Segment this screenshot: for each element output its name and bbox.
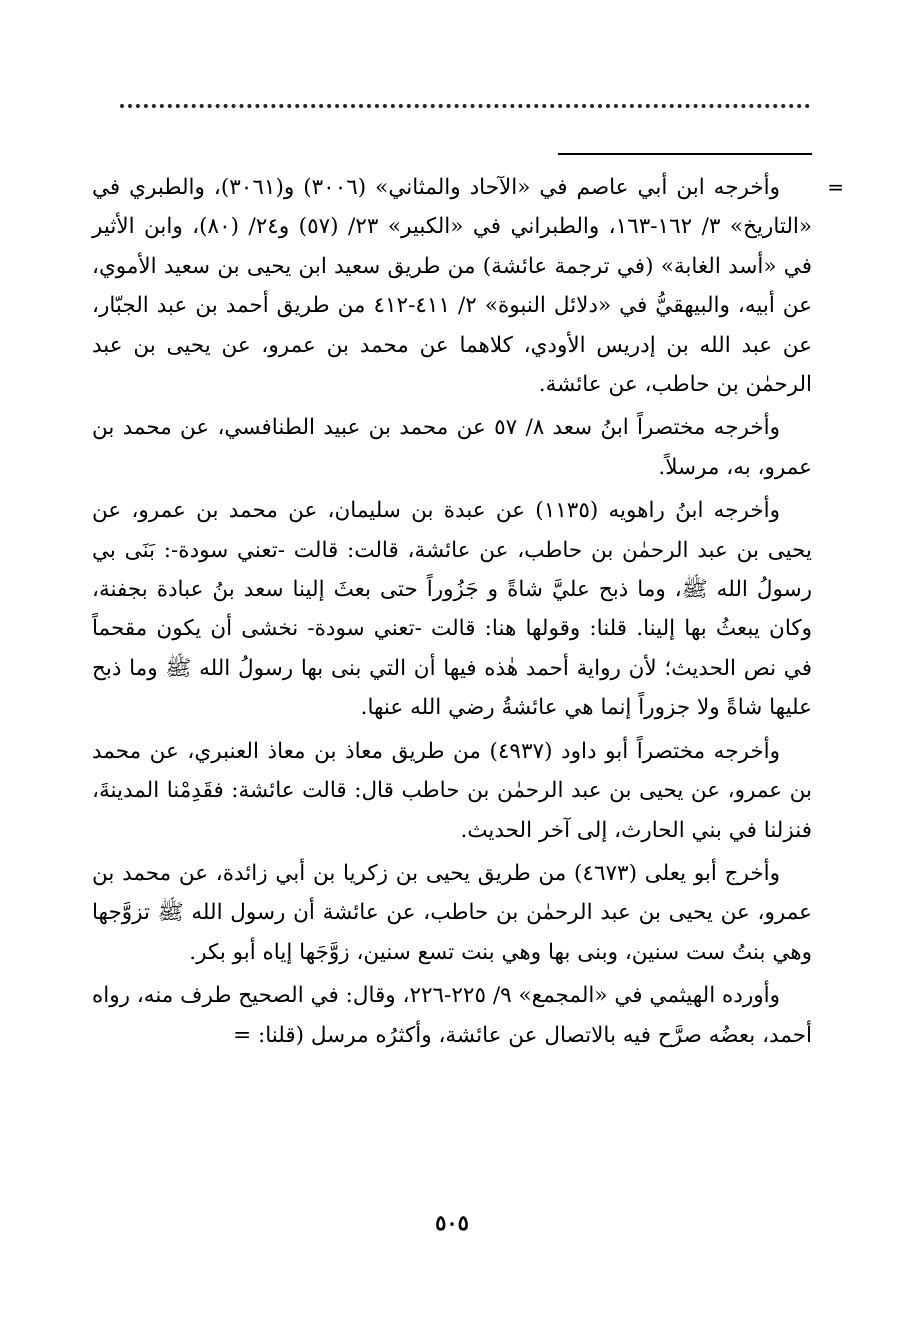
continuation-mark: =	[827, 175, 844, 199]
dotted-separator	[120, 104, 810, 124]
footnote-paragraph-4: وأخرجه مختصراً أبو داود (٤٩٣٧) من طريق معاذ بن معاذ العنبري، عن محمد بن عمرو، عن يحيى بن عبد الرحمٰن بن حاطب قال: قالت عائشة: فقَدِمْنا المدينةَ، فنزلنا في بني الحارث، إلى آخر الحديث.	[92, 738, 812, 843]
footnote-paragraph-2: وأخرجه مختصراً ابنُ سعد ٨/ ٥٧ عن محمد بن عبيد الطنافسي، عن محمد بن عمرو، به، مرسلاً.	[92, 415, 812, 480]
footnote-paragraph-3: وأخرجه ابنُ راهويه (١١٣٥) عن عبدة بن سليمان، عن محمد بن عمرو، عن يحيى بن عبد الرحمٰن بن حاطب، عن عائشة، قالت: قالت -تعني سودة-: بَنَى بي رسولُ الله ﷺ، وما ذبح عليَّ شاةً و جَزُوراً حتى بعثَ إلينا سعد بنُ عبادة بجفنة، وكان يبعثُ بها إلينا. قلنا: وقولها هنا: قالت -تعني سودة- نخشى أن يكون مقحماً في نص الحديث؛ لأن رواية أحمد هٰذه فيها أن التي بنى بها رسولُ الله ﷺ وما ذبح عليها شاةً ولا جزوراً إنما هي عائشةُ رضي الله عنها.	[92, 498, 812, 721]
footnote-rule	[558, 153, 812, 155]
footnote-text	[92, 168, 844, 1055]
page-number: ٥٠٥	[435, 1210, 469, 1235]
footnote-paragraph-1	[92, 168, 844, 404]
footnote-paragraph-6: وأورده الهيثمي في «المجمع» ٩/ ٢٢٥-٢٢٦، وقال: في الصحيح طرف منه، رواه أحمد، بعضُه صرَّح فيه بالاتصال عن عائشة، وأكثرُه مرسل (قلنا: =	[92, 983, 812, 1048]
footnote-paragraph-5: وأخرج أبو يعلى (٤٦٧٣) من طريق يحيى بن زكريا بن أبي زائدة، عن محمد بن عمرو، عن يحيى بن عبد الرحمٰن بن حاطب، عن عائشة أن رسول الله ﷺ تزوَّجها وهي بنتُ ست سنين، وبنى بها وهي بنت تسع سنين، زوَّجَها إياه أبو بكر.	[92, 860, 812, 965]
paragraph-text: وأخرجه ابن أبي عاصم في «الآحاد والمثاني» (٣٠٠٦) و(٣٠٦١)، والطبري في «التاريخ» ٣/ ١٦٢-١٦٣، والطبراني في «الكبير» ٢٣/ (٥٧) و٢٤/ (٨٠)، وابن الأثير في «أسد الغابة» (في ترجمة عائشة) من طريق سعيد ابن يحيى بن سعيد الأموي، عن أبيه، والبيهقيُّ في «دلائل النبوة» ٢/ ٤١١-٤١٢ من طريق أحمد بن عبد الجبّار، عن عبد الله بن إدريس الأودي، كلاهما عن محمد بن عمرو، عن يحيى بن عبد الرحمٰن بن حاطب، عن عائشة.	[92, 175, 813, 398]
